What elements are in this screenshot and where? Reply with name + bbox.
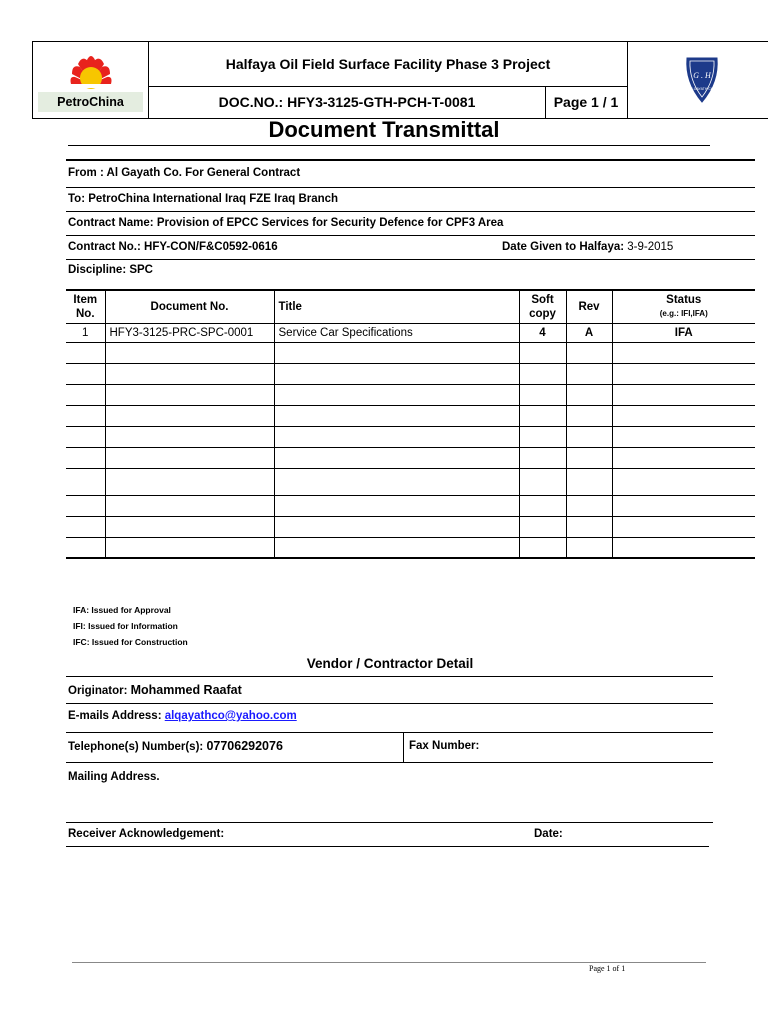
divider	[66, 822, 713, 823]
table-row-empty	[66, 385, 755, 406]
cell-item: 1	[66, 324, 105, 343]
date-given-label: Date Given to Halfaya:	[502, 241, 628, 253]
project-title: Halfaya Oil Field Surface Facility Phase 3 Project	[225, 56, 551, 72]
contract-no-field: Contract No.: HFY-CON/F&C0592-0616	[68, 241, 278, 253]
status-header-hint: (e.g.: IFI,IFA)	[659, 309, 708, 318]
document-title: Document Transmittal	[268, 117, 500, 142]
transmittal-table	[66, 289, 755, 559]
cell-document-no: HFY3-3125-PRC-SPC-0001	[105, 324, 274, 343]
table-row-empty	[66, 538, 755, 558]
mailing-address-label: Mailing Address.	[68, 771, 160, 783]
from-field: From : Al Gayath Co. For General Contract	[68, 167, 301, 179]
receiver-ack-label: Receiver Acknowledgement:	[68, 828, 225, 840]
to-field: To: PetroChina International Iraq FZE Iraq Branch	[68, 193, 339, 205]
petrochina-logo	[33, 42, 148, 118]
page-number: Page 1 / 1	[553, 94, 619, 110]
divider	[66, 211, 755, 212]
divider	[66, 703, 713, 704]
fax-divider	[403, 732, 404, 762]
column-header-document-no: Document No.	[105, 290, 274, 324]
originator-value: Mohammed Raafat	[130, 683, 242, 697]
telephone-value: 07706292076	[206, 739, 283, 753]
divider	[66, 732, 713, 733]
table-row-empty	[66, 448, 755, 469]
date-given-value: 3-9-2015	[627, 241, 674, 253]
header-box	[32, 41, 768, 119]
divider	[66, 846, 709, 847]
algayath-shield-icon	[627, 42, 768, 118]
column-header-soft-copy: Soft copy	[519, 290, 566, 324]
table-row-empty	[66, 469, 755, 496]
date-label: Date:	[534, 828, 563, 840]
email-field	[68, 710, 754, 722]
divider	[66, 676, 713, 677]
receiver-row	[68, 828, 754, 840]
note-ifc: IFC: Issued for Construction	[73, 637, 188, 647]
table-row-empty	[66, 517, 755, 538]
divider	[66, 259, 755, 260]
note-ifa: IFA: Issued for Approval	[73, 605, 171, 615]
column-header-rev: Rev	[566, 290, 612, 324]
title-underline	[68, 145, 710, 146]
document-number: DOC.NO.: HFY3-3125-GTH-PCH-T-0081	[218, 94, 476, 110]
table-row-empty	[66, 343, 755, 364]
table-row	[66, 324, 755, 343]
footer-rule	[72, 962, 706, 963]
algayath-logo	[627, 42, 768, 118]
cell-status: IFA	[612, 324, 755, 343]
email-link[interactable]: alqayathco@yahoo.com	[164, 710, 297, 722]
date-given-field	[502, 241, 673, 253]
status-header-label: Status	[666, 294, 702, 306]
company-name: PetroChina	[38, 92, 143, 112]
contract-no-row	[68, 241, 754, 253]
table-row-empty	[66, 427, 755, 448]
petrochina-emblem-icon	[33, 42, 148, 92]
email-label: E-mails Address:	[68, 710, 165, 722]
divider	[66, 159, 755, 161]
originator-field	[68, 683, 754, 697]
contract-name-field: Contract Name: Provision of EPCC Services for Security Defence for CPF3 Area	[68, 217, 504, 229]
fax-label: Fax Number:	[409, 740, 480, 752]
table-row-empty	[66, 406, 755, 427]
cell-title: Service Car Specifications	[274, 324, 519, 343]
table-row-empty	[66, 364, 755, 385]
svg-text:G . H: G . H	[693, 71, 711, 80]
table-row-empty	[66, 496, 755, 517]
telephone-label: Telephone(s) Number(s):	[68, 741, 207, 753]
cell-soft-copy: 4	[519, 324, 566, 343]
vendor-section-title: Vendor / Contractor Detail	[306, 656, 474, 671]
svg-text:ALGAYATH CO.: ALGAYATH CO.	[689, 87, 715, 91]
divider	[66, 187, 755, 188]
column-header-item: Item No.	[66, 290, 105, 324]
divider	[66, 235, 755, 236]
divider	[66, 762, 713, 763]
table-header-row	[66, 290, 755, 324]
footer-page-number: Page 1 of 1	[589, 964, 626, 973]
cell-rev: A	[566, 324, 612, 343]
column-header-title: Title	[274, 290, 519, 324]
note-ifi: IFI: Issued for Information	[73, 621, 178, 631]
discipline-field: Discipline: SPC	[68, 264, 153, 276]
originator-label: Originator:	[68, 685, 131, 697]
column-header-status	[612, 290, 755, 324]
